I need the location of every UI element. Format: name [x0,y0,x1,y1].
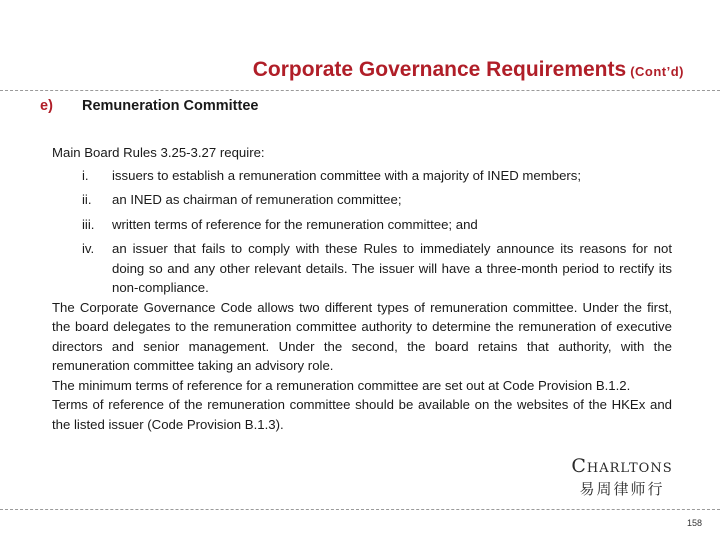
list-item-number: iii. [82,216,95,232]
body-content [52,143,672,434]
logo-chinese-name: 易周律师行 [579,480,665,498]
list-item [52,239,672,298]
list-item-text: an issuer that fails to comply with these Rules to immediately announce its reasons for not doing so and any other relevant details. The issuer will have a three-month period to rectify its non-compliance. [112,241,672,295]
list-item-number: ii. [82,192,92,207]
page-title [253,58,684,82]
list-item [52,166,672,186]
section-title: Remuneration Committee [82,98,259,114]
title-main: Corporate Governance Requirements [252,58,627,81]
logo-wordmark: Charltons [571,455,673,477]
list-item-number: iv. [82,241,95,256]
intro-text: Main Board Rules 3.25-3.27 require: [52,145,265,160]
list-item-number: i. [82,167,89,183]
paragraph-availability: Terms of reference of the remuneration committee should be available on the websites of the HKEx and the listed issuer (Code Provision B.1.3). [52,397,672,432]
page-number: 158 [686,518,702,528]
section-letter: e) [40,98,53,114]
section-heading [40,98,258,114]
list-item [52,190,672,210]
charltons-logo [562,455,682,499]
paragraph-min-terms: The minimum terms of reference for a remuneration committee are set out at Code Provision B.1.2. [52,377,631,393]
list-item [52,215,672,235]
bottom-divider [0,509,720,510]
title-suffix: (Cont’d) [630,64,684,79]
list-item-text: an INED as chairman of remuneration committee; [112,192,402,207]
list-item-text: issuers to establish a remuneration committee with a majority of INED members; [112,167,582,183]
list-item-text: written terms of reference for the remuneration committee; and [112,216,478,232]
paragraph-code-types: The Corporate Governance Code allows two different types of remuneration committee. Under the first, the board delegates to the remuneration committee authority to determine the remuneration of executive directors and senior management. Under the second, the board retains that authority, with the remuneration committee taking an advisory role. [52,299,672,373]
top-divider [0,90,720,91]
requirements-list [52,166,672,298]
